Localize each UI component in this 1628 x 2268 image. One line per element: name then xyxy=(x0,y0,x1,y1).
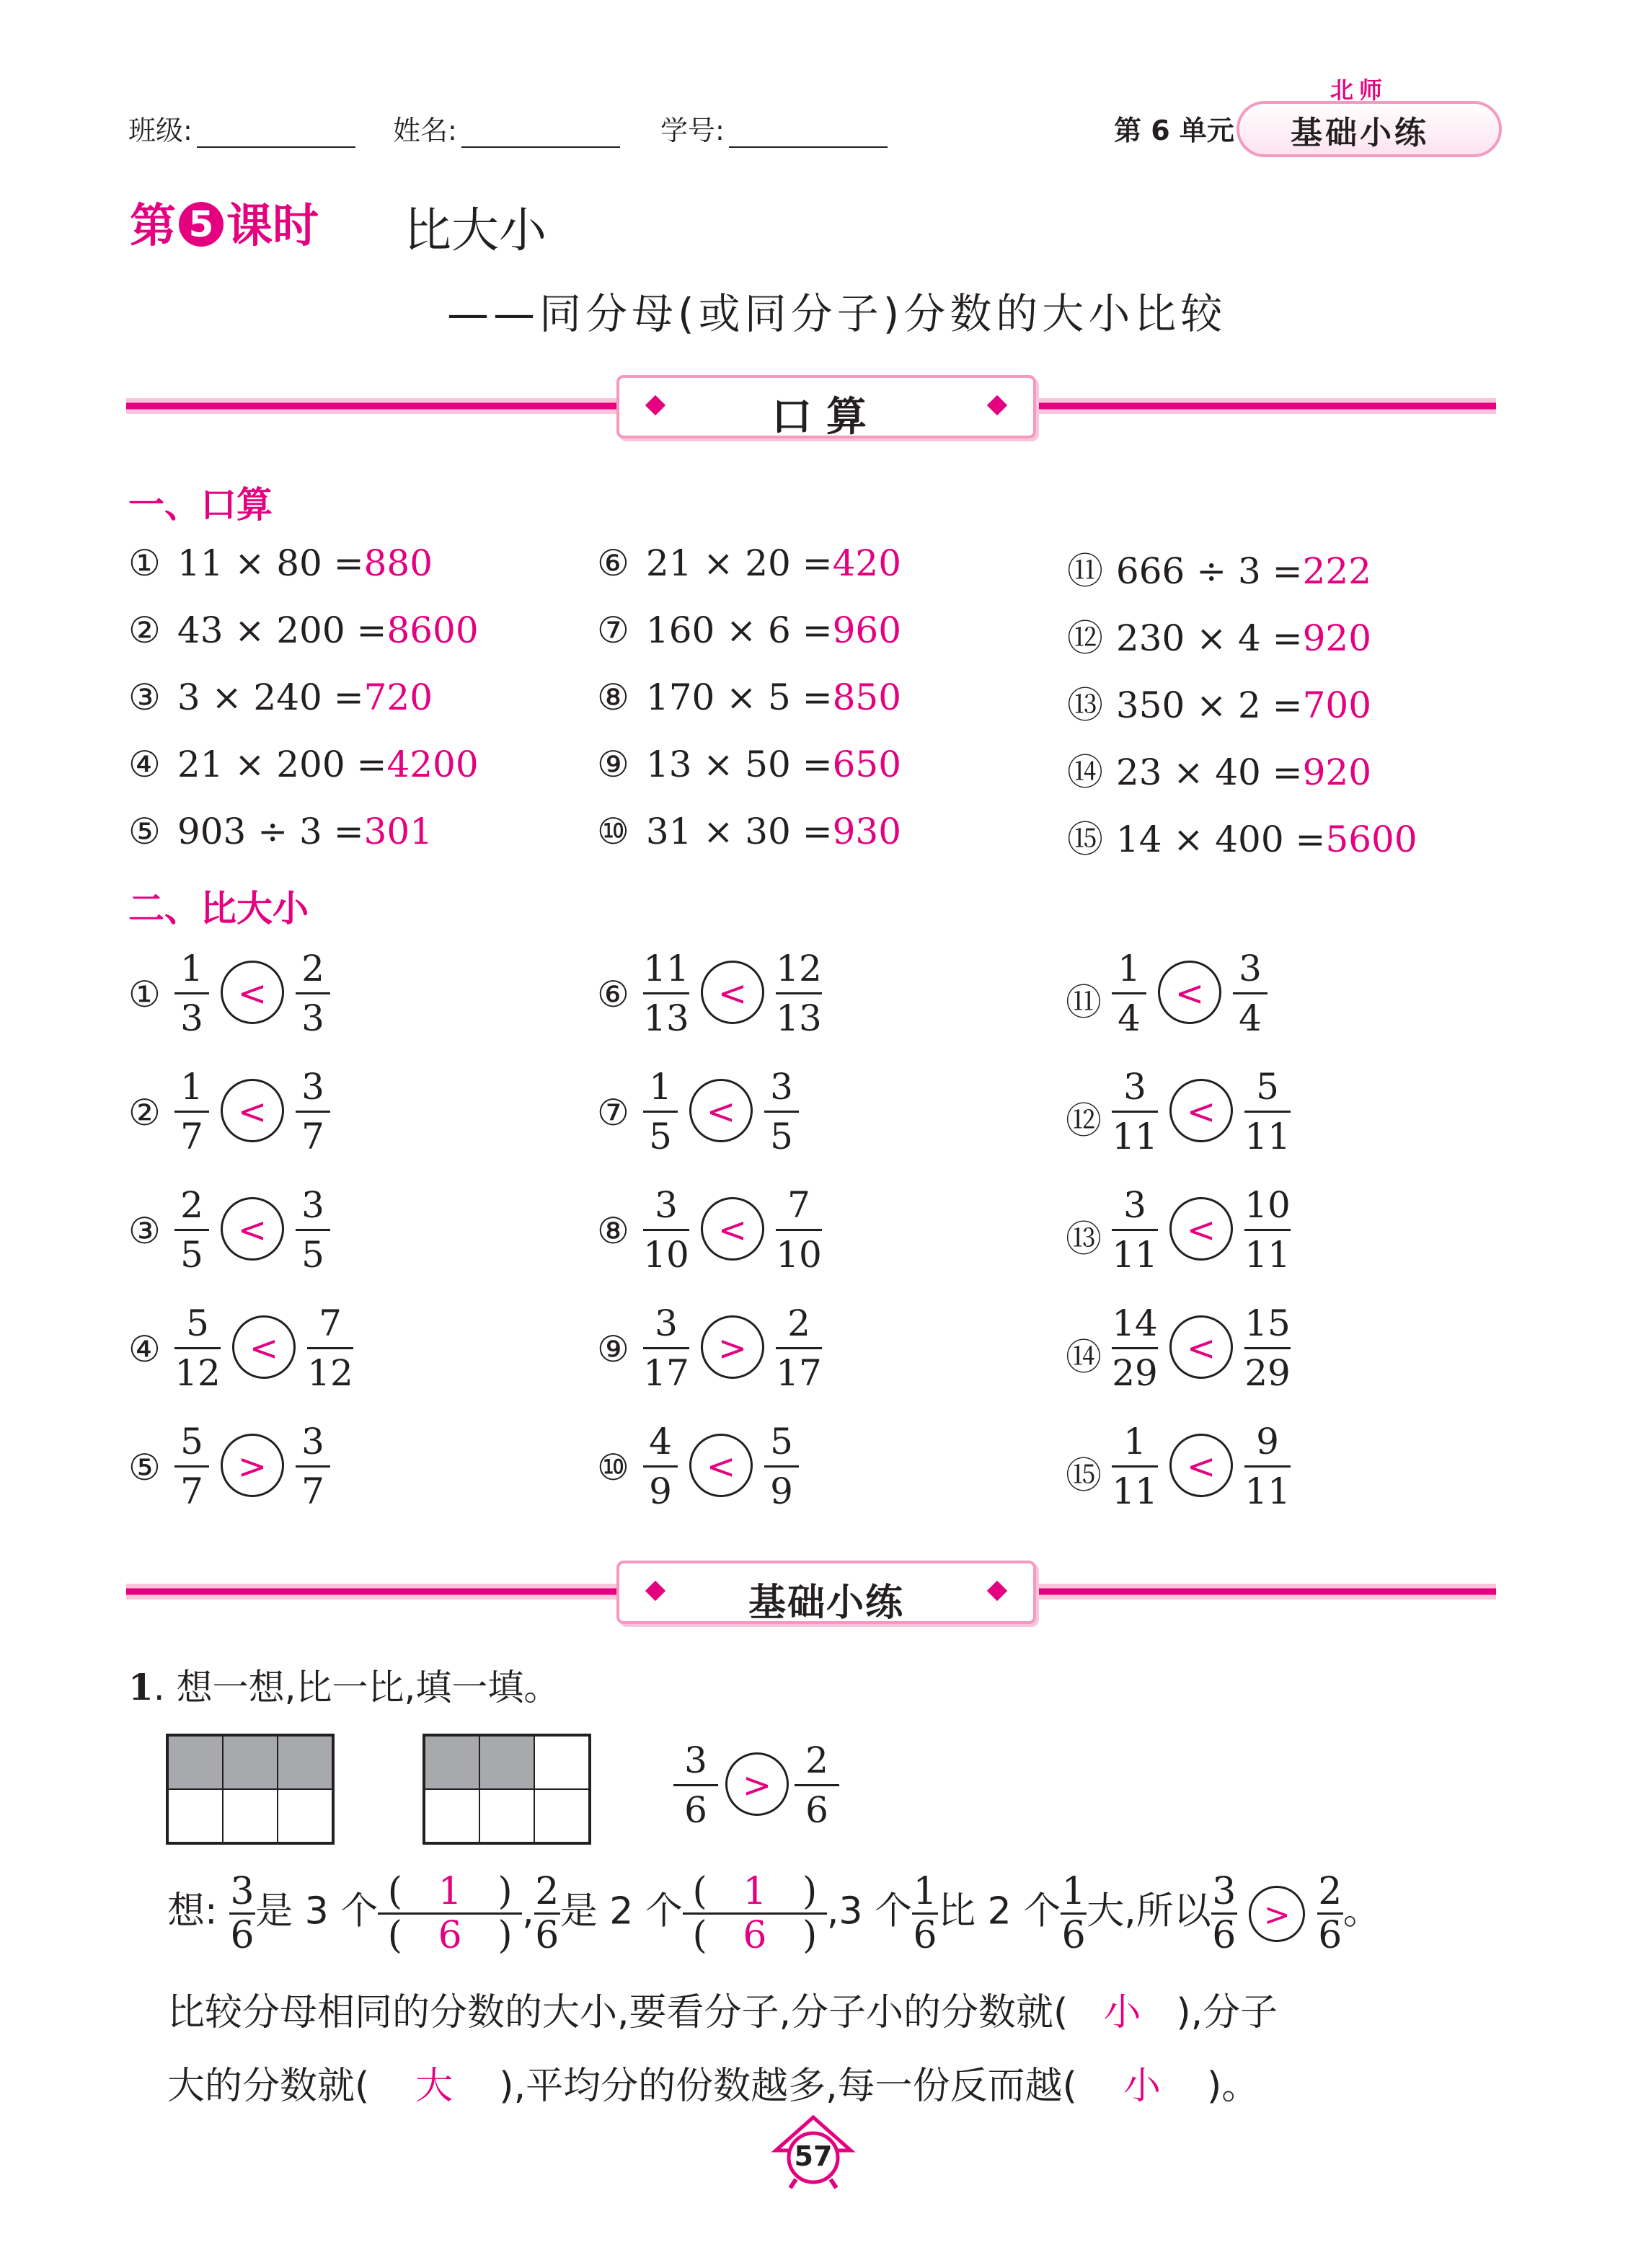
calc-answer[interactable]: 301 xyxy=(363,811,433,852)
fraction-compare-item xyxy=(597,1064,900,1158)
numerator: 5 xyxy=(1256,1066,1279,1108)
calc-answer[interactable]: 5600 xyxy=(1325,818,1417,860)
calc-answer[interactable]: 920 xyxy=(1302,617,1372,659)
numerator: 3 xyxy=(684,1739,707,1781)
student-no-field xyxy=(660,108,888,148)
comparison-answer[interactable]: < xyxy=(689,1434,753,1497)
oral-calc-item xyxy=(1067,676,1371,728)
grid-cell xyxy=(278,1789,332,1843)
numerator: 3 xyxy=(301,1066,324,1108)
fraction: $\frac{1}{6}$ xyxy=(1061,1870,1086,1957)
item-index: ① xyxy=(128,974,161,1015)
fraction-compare-item xyxy=(1066,946,1368,1040)
calc-answer[interactable]: 720 xyxy=(363,676,433,718)
lesson-prefix: 第 xyxy=(130,200,176,253)
lesson-label xyxy=(130,189,319,255)
item-index: ⑧ xyxy=(597,1210,629,1252)
item-index: ⑫ xyxy=(1066,1100,1102,1142)
fraction-compare-item xyxy=(128,946,431,1040)
denominator: 4 xyxy=(1239,997,1262,1039)
denominator: 5 xyxy=(301,1234,324,1276)
item-index: ⑦ xyxy=(597,1092,629,1134)
denominator: 7 xyxy=(301,1470,324,1512)
denominator: 13 xyxy=(776,997,822,1039)
student-no-label: 学号: xyxy=(660,115,725,146)
page-number-badge xyxy=(770,2113,857,2192)
item-index: ④ xyxy=(128,1328,161,1370)
fraction xyxy=(640,1419,681,1514)
fraction-compare-item xyxy=(128,1419,431,1513)
denominator: 10 xyxy=(643,1234,689,1276)
oral-calc-item xyxy=(1067,744,1371,795)
numerator: 1 xyxy=(649,1066,672,1108)
rule-line-1 xyxy=(167,1982,1278,2036)
numerator: 9 xyxy=(1256,1421,1279,1462)
calc-expression: 3 × 240 = xyxy=(177,676,364,718)
calc-answer[interactable]: 920 xyxy=(1302,751,1372,793)
fraction-compare-item xyxy=(1066,1183,1368,1276)
denominator: 6 xyxy=(684,1789,707,1831)
numerator: 1 xyxy=(1118,948,1141,989)
comparison-answer[interactable]: < xyxy=(1169,1434,1233,1497)
oral-calc-item xyxy=(597,676,901,718)
answer-blank-fraction[interactable]: $\frac{( 1 )}{( 6 )}$ xyxy=(378,1871,522,1956)
section-banner-oral xyxy=(126,375,1496,441)
denominator: 11 xyxy=(1112,1470,1158,1512)
fraction xyxy=(640,946,692,1041)
item-index: ③ xyxy=(128,1210,161,1252)
fraction xyxy=(773,1183,825,1277)
answer-blank[interactable]: 小 xyxy=(1103,1991,1141,2034)
item-index: ⑭ xyxy=(1066,1336,1102,1378)
item-index: ⑬ xyxy=(1066,1218,1102,1260)
comparison-answer[interactable]: > xyxy=(701,1315,764,1379)
denominator: 17 xyxy=(643,1352,689,1394)
question-number: 1 xyxy=(128,1666,154,1708)
item-index: ⑮ xyxy=(1067,818,1103,860)
think-text: , xyxy=(522,1889,534,1933)
comparison-answer[interactable]: < xyxy=(232,1315,296,1379)
calc-expression: 230 × 4 = xyxy=(1115,617,1303,659)
calc-answer[interactable]: 420 xyxy=(832,542,902,584)
item-index: ⑫ xyxy=(1067,617,1103,659)
item-index: ① xyxy=(128,542,161,584)
fraction-compare-item xyxy=(128,1301,431,1395)
answer-blank-fraction[interactable]: $\frac{( 1 )}{( 6 )}$ xyxy=(683,1871,827,1956)
fraction xyxy=(773,946,825,1041)
numerator: 14 xyxy=(1112,1302,1158,1344)
fraction xyxy=(671,1738,721,1832)
calc-answer[interactable]: 700 xyxy=(1302,684,1372,726)
think-prefix: 想: xyxy=(167,1889,218,1933)
grid-cell-shaded xyxy=(168,1736,223,1789)
fraction xyxy=(1242,1301,1293,1395)
q1-compare xyxy=(671,1738,844,1839)
comparison-answer[interactable]: < xyxy=(689,1079,753,1142)
item-index: ⑪ xyxy=(1067,550,1103,592)
denominator: 4 xyxy=(1118,997,1141,1039)
denominator: 7 xyxy=(301,1116,324,1157)
name-label: 姓名: xyxy=(393,115,457,146)
grid-cell xyxy=(223,1789,278,1843)
rule-text: 大的分数就( xyxy=(167,2065,370,2108)
numerator: 2 xyxy=(180,1184,203,1226)
fraction xyxy=(1242,1064,1293,1159)
answer-blank[interactable]: 小 xyxy=(1123,2065,1161,2108)
fraction xyxy=(293,1064,333,1159)
think-text: 是 3 个 xyxy=(255,1889,379,1933)
calc-expression: 170 × 5 = xyxy=(645,676,833,718)
calc-expression: 13 × 50 = xyxy=(645,744,833,785)
calc-expression: 160 × 6 = xyxy=(645,609,833,651)
comparison-answer[interactable]: < xyxy=(221,1079,284,1142)
grid-cell-shaded xyxy=(223,1736,278,1789)
fraction xyxy=(172,1183,212,1277)
comparison-answer[interactable]: > xyxy=(221,1434,284,1497)
item-index: ⑤ xyxy=(128,811,161,852)
fraction xyxy=(640,1064,681,1159)
oral-calc-item xyxy=(1067,609,1371,661)
item-index: ③ xyxy=(128,676,161,718)
fraction: $\frac{3}{6}$ xyxy=(1212,1870,1237,1957)
denominator: 12 xyxy=(307,1352,353,1394)
page-header xyxy=(0,0,1628,166)
section-banner-practice xyxy=(126,1561,1496,1623)
oral-calc-item xyxy=(128,542,433,584)
comparison-answer[interactable]: > xyxy=(1249,1886,1305,1942)
banner-box xyxy=(616,1561,1036,1624)
class-blank[interactable] xyxy=(197,116,355,148)
item-index: ⑦ xyxy=(597,609,629,651)
item-index: ⑥ xyxy=(597,542,629,584)
comparison-answer[interactable]: < xyxy=(221,961,284,1024)
numerator: 2 xyxy=(301,948,324,989)
numerator: 11 xyxy=(643,948,689,989)
fraction xyxy=(1109,1419,1161,1514)
grid-cell-shaded xyxy=(278,1736,332,1789)
item-index: ⑩ xyxy=(597,811,629,852)
item-index: ② xyxy=(128,609,161,651)
fraction: $\frac{2}{6}$ xyxy=(1318,1870,1342,1957)
rule-text: ),平均分的份数越多,每一份反而越( xyxy=(499,2065,1077,2108)
banner-title: 口算 xyxy=(771,394,881,441)
class-field xyxy=(128,108,355,148)
numerator: 3 xyxy=(1239,948,1262,989)
comparison-answer[interactable]: < xyxy=(701,1197,764,1261)
item-index: ⑮ xyxy=(1066,1455,1102,1496)
rule-text: ),分子 xyxy=(1176,1991,1278,2034)
denominator: 29 xyxy=(1112,1352,1158,1394)
fraction: $\frac{2}{6}$ xyxy=(535,1870,559,1957)
calc-expression: 666 ÷ 3 = xyxy=(1115,550,1303,592)
denominator: 12 xyxy=(174,1352,221,1394)
section-heading-compare: 二、比大小 xyxy=(128,888,309,930)
numerator: 3 xyxy=(1123,1066,1146,1108)
fraction xyxy=(304,1301,356,1395)
denominator: 9 xyxy=(649,1470,672,1512)
fraction-compare-item xyxy=(1066,1419,1368,1513)
calc-answer[interactable]: 650 xyxy=(832,744,902,785)
page-number: 57 xyxy=(794,2140,833,2172)
fraction xyxy=(172,1064,212,1159)
item-index: ⑨ xyxy=(597,1328,629,1370)
oral-calc-item xyxy=(128,744,479,785)
numerator: 3 xyxy=(770,1066,793,1108)
think-text: 大,所以 xyxy=(1087,1889,1211,1933)
question-1-title xyxy=(128,1659,559,1711)
oral-calc-item xyxy=(597,811,901,852)
numerator: 7 xyxy=(319,1302,342,1344)
fraction-compare-item xyxy=(1066,1064,1368,1158)
fraction xyxy=(1109,1064,1161,1159)
fraction-compare-item xyxy=(597,1419,900,1513)
fraction-compare-item xyxy=(597,1301,900,1395)
think-line xyxy=(167,1871,1381,1956)
denominator: 3 xyxy=(301,997,324,1039)
fraction xyxy=(792,1738,842,1832)
denominator: 7 xyxy=(180,1116,203,1157)
denominator: 7 xyxy=(180,1470,203,1512)
fraction xyxy=(1109,946,1149,1041)
rule-text: )。 xyxy=(1206,2065,1260,2108)
name-blank[interactable] xyxy=(461,116,620,148)
lesson-subtitle: ——同分母(或同分子)分数的大小比较 xyxy=(447,289,1227,338)
fraction xyxy=(1242,1183,1293,1277)
lesson-number-circle: 5 xyxy=(179,202,224,247)
numerator: 5 xyxy=(770,1421,793,1462)
calc-expression: 43 × 200 = xyxy=(177,609,387,651)
banner-title: 基础小练 xyxy=(748,1581,904,1625)
oral-calc-item xyxy=(597,744,901,785)
banner-box xyxy=(616,375,1036,441)
answer-blank[interactable]: 大 xyxy=(415,2065,454,2108)
think-text: 比 2 个 xyxy=(938,1889,1061,1933)
denominator: 11 xyxy=(1244,1234,1291,1276)
numerator: 15 xyxy=(1244,1302,1291,1344)
numerator: 3 xyxy=(655,1302,678,1344)
calc-answer[interactable]: 930 xyxy=(832,811,902,852)
denominator: 11 xyxy=(1244,1470,1291,1512)
fraction-grid-right xyxy=(423,1734,591,1845)
item-index: ⑥ xyxy=(597,974,629,1015)
grid-cell xyxy=(425,1789,479,1843)
numerator: 12 xyxy=(776,948,822,989)
fraction xyxy=(293,946,333,1041)
fraction: $\frac{1}{6}$ xyxy=(913,1870,937,1957)
numerator: 1 xyxy=(180,1066,203,1108)
fraction xyxy=(1242,1419,1293,1514)
comparison-answer[interactable]: < xyxy=(1158,961,1221,1024)
fraction xyxy=(640,1301,692,1395)
badge-text: 基础小练 xyxy=(1291,115,1429,151)
class-label: 班级: xyxy=(128,115,193,146)
numerator: 2 xyxy=(787,1302,810,1344)
calc-expression: 350 × 2 = xyxy=(1115,684,1303,726)
numerator: 3 xyxy=(301,1421,324,1462)
name-field xyxy=(393,108,620,148)
comparison-answer[interactable]: < xyxy=(1169,1315,1233,1379)
fraction xyxy=(640,1183,692,1277)
comparison-answer[interactable]: < xyxy=(221,1197,284,1261)
item-index: ⑬ xyxy=(1067,684,1103,726)
calc-answer[interactable]: 4200 xyxy=(386,744,479,785)
oral-calc-item xyxy=(128,609,479,651)
fraction-compare-item xyxy=(128,1064,431,1158)
calc-expression: 23 × 40 = xyxy=(1115,751,1303,793)
numerator: 5 xyxy=(180,1421,203,1462)
denominator: 3 xyxy=(180,997,203,1039)
calc-expression: 21 × 200 = xyxy=(177,744,387,785)
grid-cell xyxy=(534,1789,589,1843)
denominator: 11 xyxy=(1112,1116,1158,1157)
fraction-grid-left xyxy=(166,1734,335,1845)
fraction xyxy=(773,1301,825,1395)
oral-calc-item xyxy=(597,542,901,584)
numerator: 5 xyxy=(186,1302,209,1344)
numerator: 4 xyxy=(649,1421,672,1462)
fraction-compare-item xyxy=(597,946,900,1040)
rule-text: 比较分母相同的分数的大小,要看分子,分子小的分数就( xyxy=(167,1991,1069,2034)
question-text: . 想一想,比一比,填一填。 xyxy=(153,1667,560,1708)
calc-expression: 11 × 80 = xyxy=(177,542,364,584)
fraction xyxy=(1109,1183,1161,1277)
grid-cell xyxy=(479,1789,534,1843)
numerator: 3 xyxy=(1123,1184,1146,1226)
badge-small-text: 北师 xyxy=(1330,76,1389,104)
lesson-suffix: 课时 xyxy=(226,200,319,253)
item-index: ⑤ xyxy=(128,1447,161,1488)
grid-cell xyxy=(534,1736,589,1789)
calc-answer[interactable]: 960 xyxy=(832,609,902,651)
grid-cell-shaded xyxy=(479,1736,534,1789)
numerator: 3 xyxy=(301,1184,324,1226)
oral-calc-item xyxy=(597,609,901,651)
fraction xyxy=(293,1419,333,1514)
rule-line-2 xyxy=(167,2055,1259,2109)
fraction xyxy=(172,946,212,1041)
fraction xyxy=(761,1419,802,1514)
calc-expression: 31 × 30 = xyxy=(645,811,833,852)
fraction xyxy=(172,1301,224,1395)
numerator: 10 xyxy=(1244,1184,1291,1226)
think-text: 是 2 个 xyxy=(559,1889,683,1933)
item-index: ④ xyxy=(128,744,161,785)
denominator: 5 xyxy=(180,1234,203,1276)
comparison-answer[interactable]: < xyxy=(1169,1079,1233,1142)
calc-expression: 21 × 20 = xyxy=(645,542,833,584)
denominator: 11 xyxy=(1244,1116,1291,1157)
fraction xyxy=(1109,1301,1161,1395)
comparison-answer[interactable]: < xyxy=(1169,1197,1233,1261)
oral-calc-item xyxy=(1067,811,1417,862)
item-index: ⑧ xyxy=(597,676,629,718)
think-text: 。 xyxy=(1342,1889,1381,1933)
unit-label: 第 6 单元 xyxy=(1114,115,1234,146)
denominator: 10 xyxy=(776,1234,822,1276)
section-heading-oral: 一、口算 xyxy=(128,484,273,526)
numerator: 7 xyxy=(787,1184,810,1226)
calc-answer[interactable]: 222 xyxy=(1302,550,1372,592)
denominator: 9 xyxy=(770,1470,793,1512)
denominator: 11 xyxy=(1112,1234,1158,1276)
denominator: 6 xyxy=(805,1789,828,1831)
fraction xyxy=(1230,946,1270,1041)
numerator: 3 xyxy=(655,1184,678,1226)
calc-answer[interactable]: 880 xyxy=(363,542,433,584)
denominator: 5 xyxy=(770,1116,793,1157)
grid-cell-shaded xyxy=(425,1736,479,1789)
fraction: $\frac{3}{6}$ xyxy=(230,1870,255,1957)
student-no-blank[interactable] xyxy=(729,116,888,148)
numerator: 1 xyxy=(1123,1421,1146,1462)
grid-cell xyxy=(168,1789,223,1843)
denominator: 13 xyxy=(643,997,689,1039)
item-index: ⑪ xyxy=(1066,981,1102,1023)
item-index: ② xyxy=(128,1092,161,1134)
denominator: 5 xyxy=(649,1116,672,1157)
fraction xyxy=(761,1064,802,1159)
numerator: 2 xyxy=(805,1739,828,1781)
denominator: 29 xyxy=(1244,1352,1291,1394)
item-index: ⑭ xyxy=(1067,751,1103,793)
item-index: ⑩ xyxy=(597,1447,629,1488)
lesson-title: 比大小 xyxy=(404,203,547,258)
numerator: 1 xyxy=(180,948,203,989)
fraction xyxy=(293,1183,333,1277)
calc-answer[interactable]: 850 xyxy=(832,676,902,718)
oral-calc-item xyxy=(128,676,433,718)
oral-calc-item xyxy=(128,811,433,852)
comparison-answer[interactable]: < xyxy=(701,961,764,1024)
item-index: ⑨ xyxy=(597,744,629,785)
fraction-compare-item xyxy=(1066,1301,1368,1395)
denominator: 17 xyxy=(776,1352,822,1394)
fraction-compare-item xyxy=(128,1183,431,1276)
think-text: ,3 个 xyxy=(826,1889,913,1933)
calc-expression: 14 × 400 = xyxy=(1115,818,1326,860)
oral-calc-item xyxy=(1067,542,1371,594)
calc-expression: 903 ÷ 3 = xyxy=(177,811,364,852)
comparison-answer[interactable]: > xyxy=(725,1752,789,1816)
fraction xyxy=(172,1419,212,1514)
fraction-compare-item xyxy=(597,1183,900,1276)
calc-answer[interactable]: 8600 xyxy=(386,609,479,651)
